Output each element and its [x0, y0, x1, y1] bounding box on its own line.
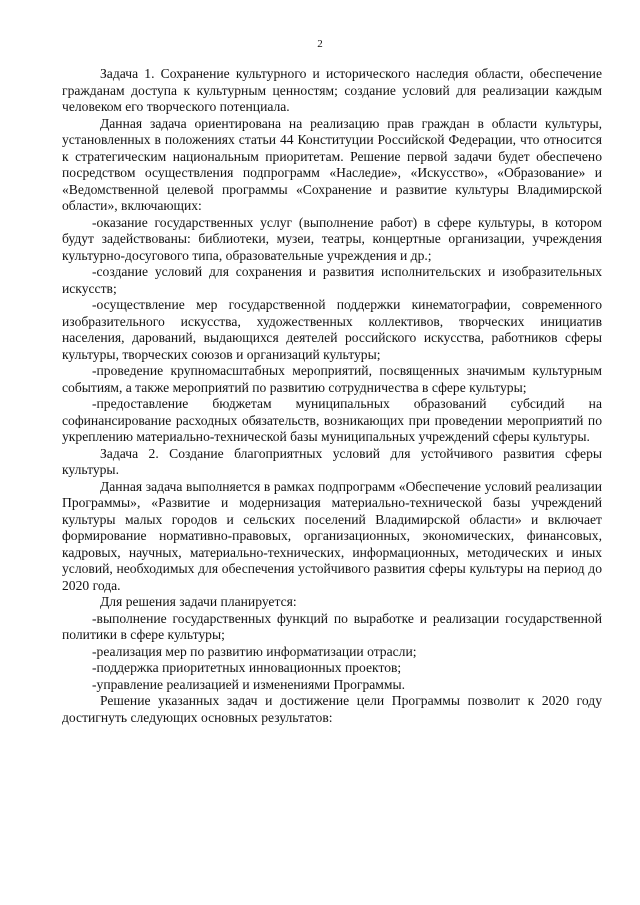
- list-item: -выполнение государственных функций по выработке и реализации государственной политики в сфере культуры;: [62, 610, 602, 642]
- list-item: -предоставление бюджетам муниципальных образований субсидий на софинансирование расходных обязательств, возникающих при проведении мероприятий по укреплению материально-технической базы муниципальных учреждений сферы культуры.: [62, 396, 602, 444]
- paragraph-task-1: Задача 1. Сохранение культурного и исторического наследия области, обеспечение гражданам доступа к культурным ценностям; создание условий для реализации каждым человеком его творческого потенциала.: [62, 66, 602, 114]
- paragraph-results-intro: Решение указанных задач и достижение цели Программы позволит к 2020 году достигнуть следующих основных результатов:: [62, 693, 602, 725]
- paragraph-task-2: Задача 2. Создание благоприятных условий для устойчивого развития сферы культуры.: [62, 445, 602, 477]
- list-item: -проведение крупномасштабных мероприятий, посвященных значимым культурным событиям, а также мероприятий по развитию сотрудничества в сфере культуры;: [62, 363, 602, 395]
- list-item: -осуществление мер государственной поддержки кинематографии, современного изобразительного искусства, художественных коллективов, творческих инициатив населения, дарований, выдающихся деятелей российского искусства, работников сферы культуры, творческих союзов и организаций культуры;: [62, 297, 602, 362]
- list-item: -управление реализацией и изменениями Программы.: [92, 676, 406, 692]
- paragraph-plan-intro: Для решения задачи планируется:: [100, 594, 297, 609]
- list-item: -оказание государственных услуг (выполнение работ) в сфере культуры, в котором будут задействованы: библиотеки, музеи, театры, концертные организации, учреждения культурно-досугового типа, образовательные учреждения и др.;: [62, 214, 602, 263]
- paragraph-task-2-description: Данная задача выполняется в рамках подпрограмм «Обеспечение условий реализации Программы», «Развитие и модернизация материально-технической базы учреждений культуры малых городов и сельских поселений Владимирской области» и включает формирование нормативно-правовых, организационных, экономических, финансовых, кадровых, научных, материально-технических, информационных, методических и иных условий, необходимых для обеспечения устойчивого развития сферы культуры на период до 2020 года.: [62, 478, 602, 593]
- document-body: [62, 66, 602, 726]
- list-item: -создание условий для сохранения и развития исполнительских и изобразительных искусств;: [62, 264, 602, 296]
- list-item: -поддержка приоритетных инновационных проектов;: [92, 660, 402, 675]
- list-item: -реализация мер по развитию информатизации отрасли;: [92, 643, 417, 659]
- paragraph-task-1-description: Данная задача ориентирована на реализацию прав граждан в области культуры, установленных в положениях статьи 44 Конституции Российской Федерации, что относится к стратегическим национальным приоритетам. Решение первой задачи будет обеспечено посредством осуществления подпрограмм «Наследие», «Искусство», «Образование» и «Ведомственной целевой программы «Сохранение и развитие культуры Владимирской области», включающих:: [62, 115, 602, 213]
- page-number: 2: [317, 38, 323, 50]
